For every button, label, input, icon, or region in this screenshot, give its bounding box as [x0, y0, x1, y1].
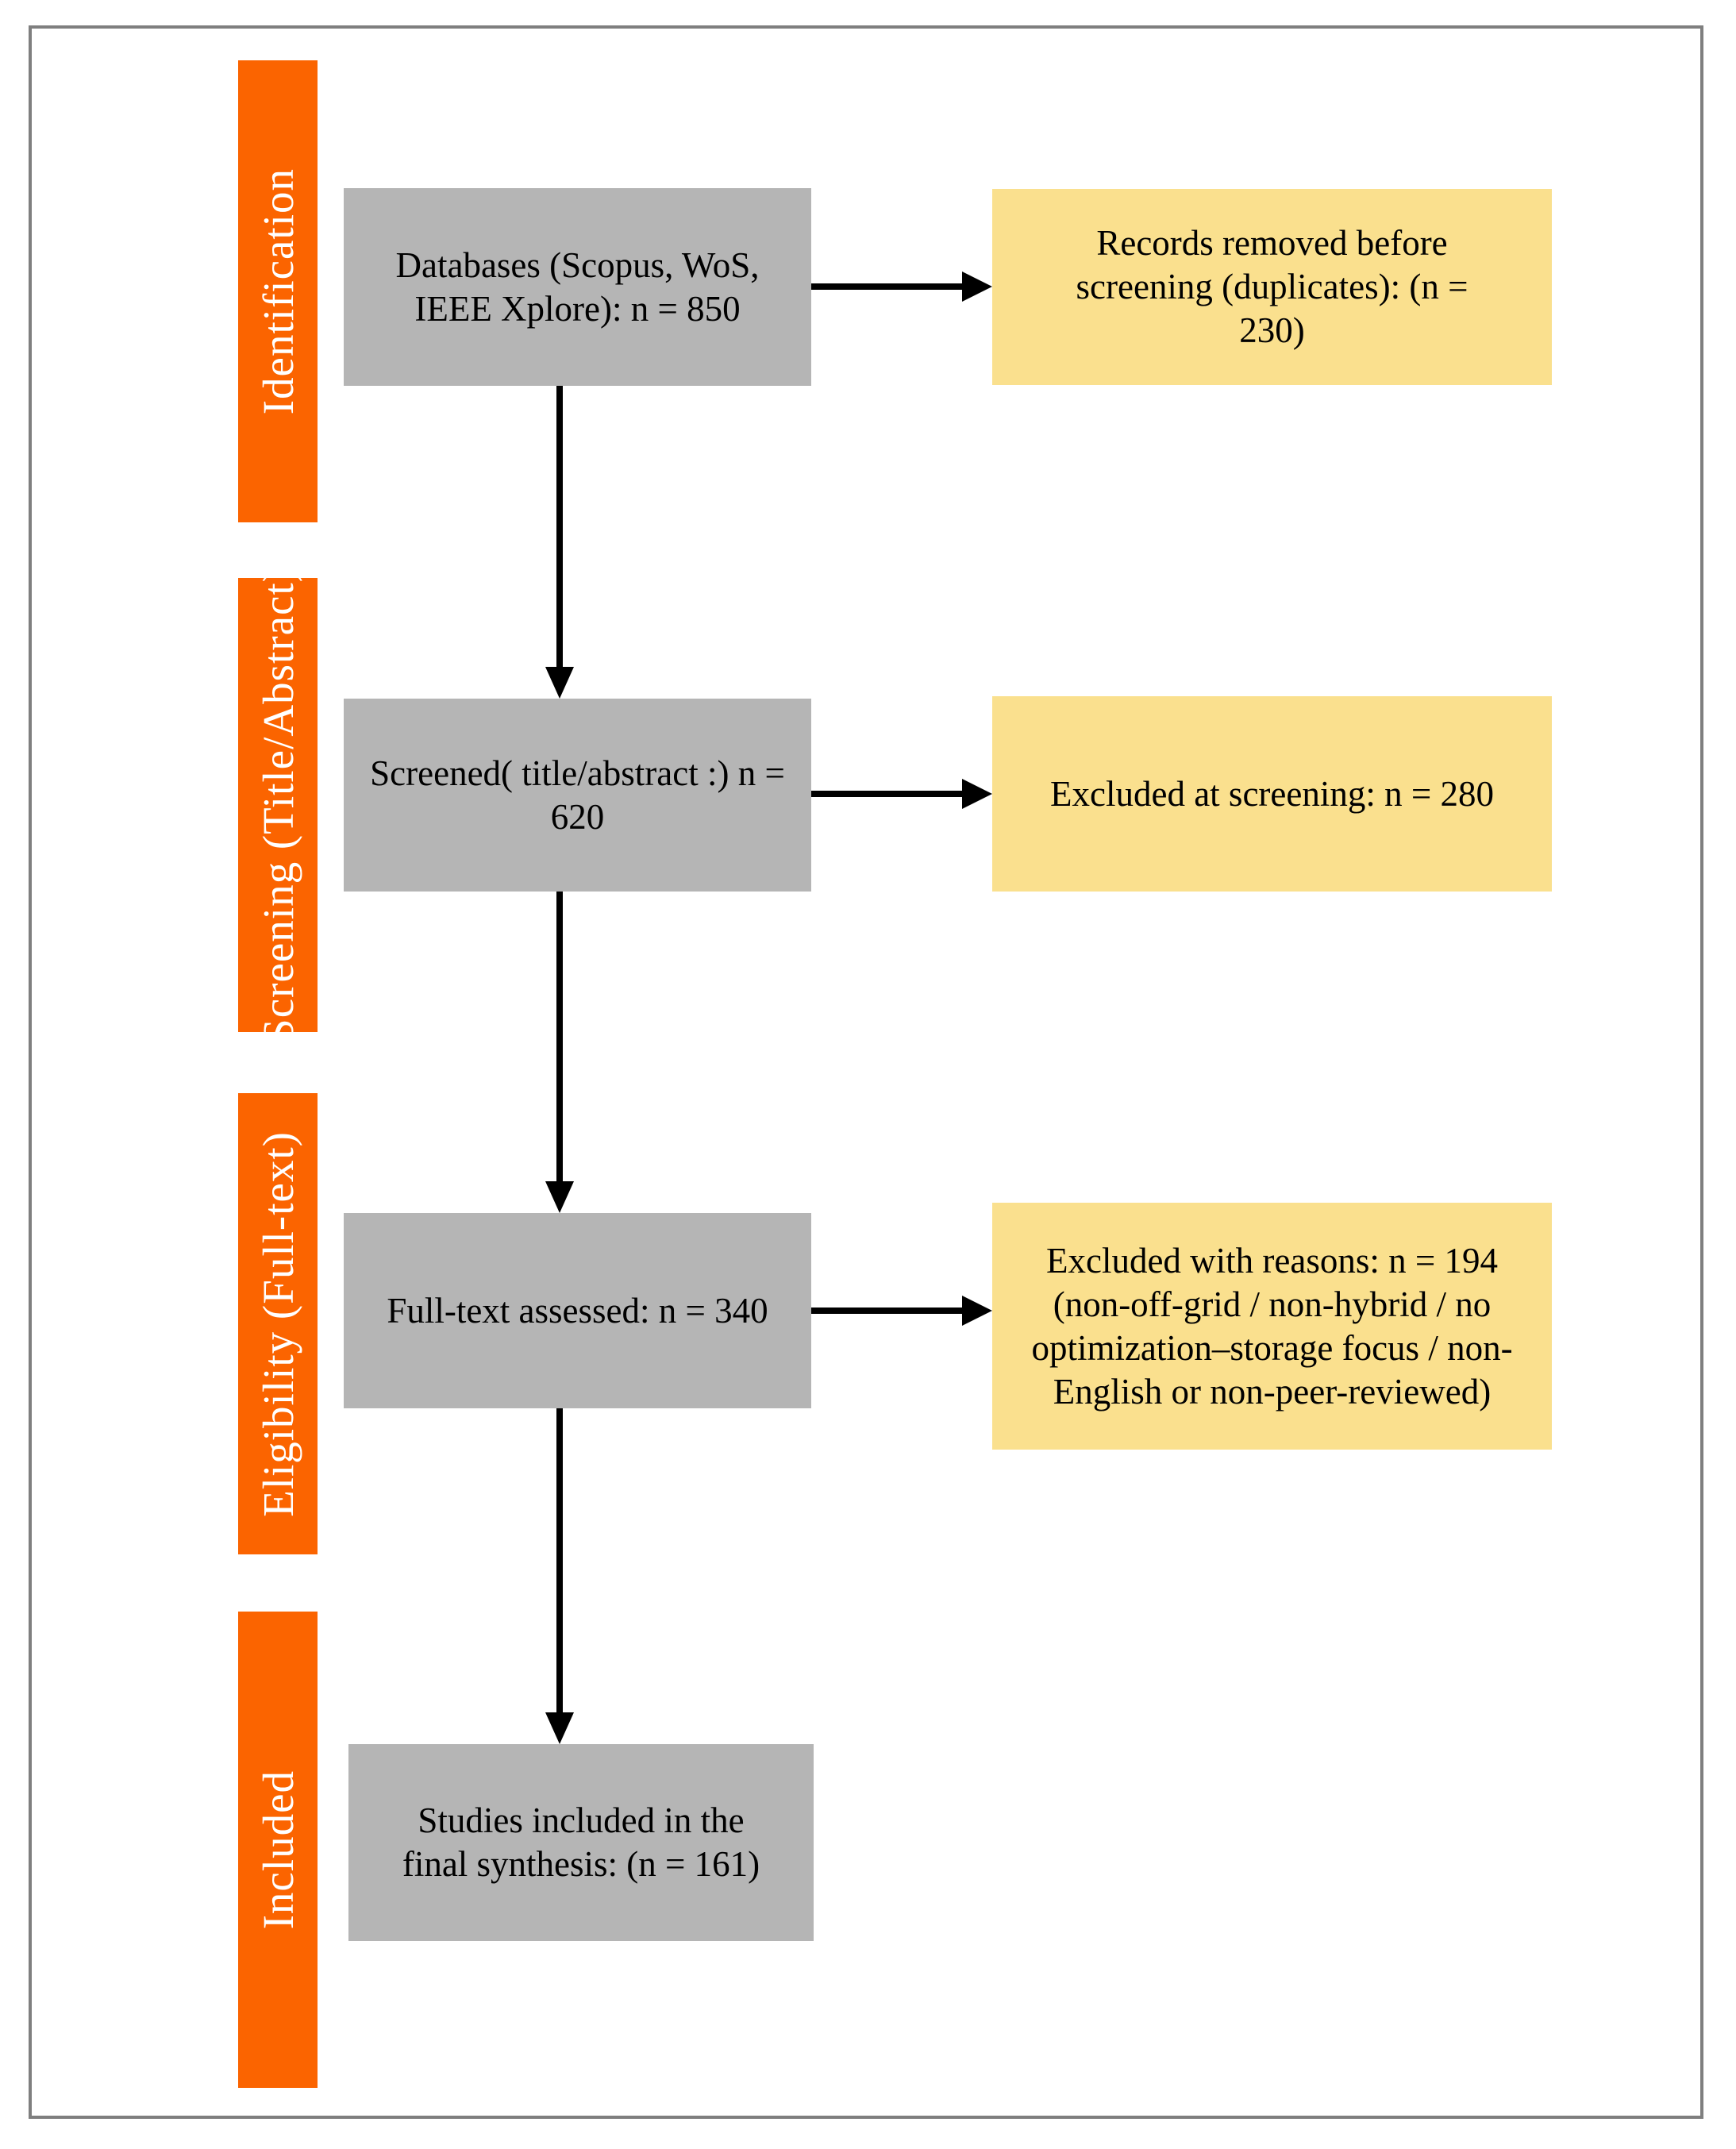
stage-bar-screening: [238, 567, 318, 1043]
arrowhead-down-icon: [545, 1181, 574, 1213]
process-box-databases-text: Databases (Scopus, WoS, IEEE Xplore): n = 850: [395, 245, 760, 329]
exclusion-box-duplicates-text: Records removed before screening (duplicates): (n = 230): [1076, 223, 1468, 350]
exclusion-arrow-line-2: [811, 791, 962, 797]
process-box-databases: [344, 188, 811, 386]
exclusion-arrow-line-1: [811, 283, 962, 290]
exclusion-box-screening: [992, 696, 1552, 892]
arrowhead-down-icon: [545, 667, 574, 699]
exclusion-box-reasons-text: Excluded with reasons: n = 194 (non-off-grid / non-hybrid / no optimization–storage focus / non-English or non-peer-reviewed): [1031, 1240, 1513, 1411]
exclusion-arrow-line-3: [811, 1308, 962, 1314]
flow-arrow-line-3: [556, 1408, 563, 1712]
stage-bar-included: [238, 1612, 318, 2088]
stage-bar-eligibility: [238, 1093, 318, 1554]
arrowhead-right-icon: [962, 779, 992, 809]
exclusion-box-reasons: [992, 1203, 1552, 1450]
stage-label-eligibility: Eligibility (Full-text): [253, 1130, 302, 1517]
stage-label-identification: Identification: [253, 168, 302, 415]
process-box-screened: [344, 699, 811, 892]
process-box-fulltext-assessed: [344, 1213, 811, 1408]
exclusion-box-duplicates: [992, 189, 1552, 385]
process-box-fulltext-assessed-text: Full-text assessed: n = 340: [387, 1290, 768, 1331]
process-box-included-studies-text: Studies included in the final synthesis: (n = 161): [402, 1800, 760, 1884]
arrowhead-right-icon: [962, 1296, 992, 1326]
stage-bar-identification: [238, 60, 318, 522]
flow-arrow-line-1: [556, 386, 563, 667]
stage-label-screening: Screening (Title/Abstract): [253, 567, 302, 1043]
exclusion-box-screening-text: Excluded at screening: n = 280: [1050, 773, 1494, 814]
process-box-included-studies: [348, 1744, 814, 1941]
process-box-screened-text: Screened( title/abstract :) n = 620: [370, 753, 785, 837]
arrowhead-right-icon: [962, 272, 992, 302]
stage-label-included: Included: [253, 1770, 302, 1930]
flow-arrow-line-2: [556, 892, 563, 1181]
arrowhead-down-icon: [545, 1712, 574, 1744]
